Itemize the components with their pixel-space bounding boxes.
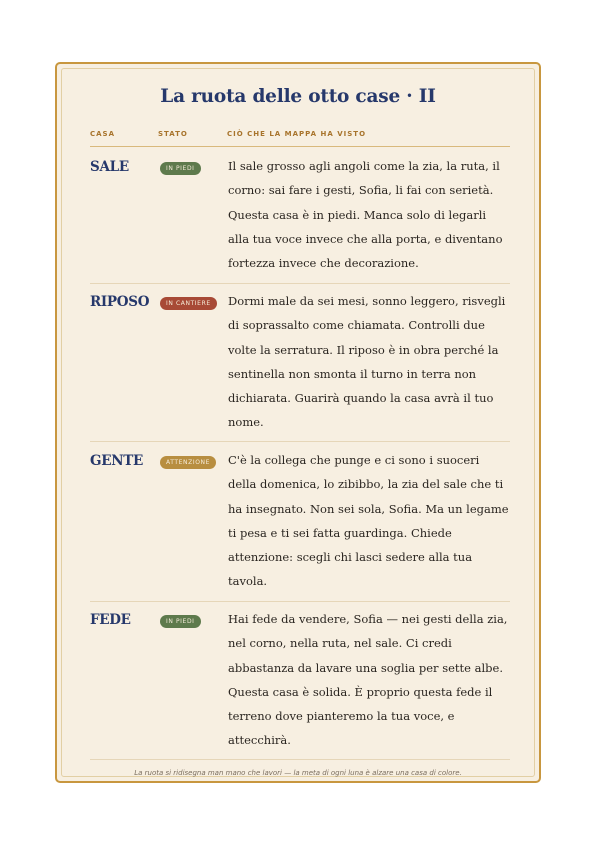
casa-name: FEDE [90, 612, 131, 628]
header-visto: CIÒ CHE LA MAPPA HA VISTO [227, 130, 367, 138]
casa-name: RIPOSO [90, 294, 150, 310]
casa-name: SALE [90, 159, 129, 175]
header-casa: CASA [90, 130, 116, 138]
row-divider [90, 441, 510, 442]
header-divider [90, 146, 510, 147]
page-title: La ruota delle otto case · II [160, 86, 436, 107]
status-badge: ATTENZIONE [160, 456, 216, 469]
casa-name: GENTE [90, 453, 143, 469]
row-divider [90, 759, 510, 760]
status-badge: IN PIEDI [160, 615, 201, 628]
header-stato: STATO [158, 130, 188, 138]
row-divider [90, 601, 510, 602]
reading-card [55, 62, 541, 783]
row-text: Dormi male da sei mesi, sonno leggero, risvegli di soprassalto come chiamata. Controlli due volte la serratura. Il riposo è in obra perché la sentinella non smonta il turno in terra non dichiarata. Guarirà quando la casa avrà il tuo nome. [228, 294, 506, 430]
row-text: Il sale grosso agli angoli come la zia, la ruta, il corno: sai fare i gesti, Sofia, li fai con serietà. Questa casa è in piedi. Manca solo di legarli alla tua voce invece che alla porta, e diventano fortezza invece che decorazione. [228, 159, 503, 271]
footer-note: La ruota si ridisegna man mano che lavori — la meta di ogni luna è alzare una casa di colore. [134, 769, 462, 777]
row-text: Hai fede da vendere, Sofia — nei gesti della zia, nel corno, nella ruta, nel sale. Ci credi abbastanza da lavare una soglia per sette albe. Questa casa è solida. È proprio questa fede il terreno dove pianteremo la tua voce, e attecchirà. [228, 612, 508, 748]
status-badge: IN CANTIERE [160, 297, 217, 310]
row-text: C'è la collega che punge e ci sono i suoceri della domenica, lo zibibbo, la zia del sale che ti ha insegnato. Non sei sola, Sofia. Ma un legame ti pesa e ti sei fatta guardinga. Chiede attenzione: scegli chi lasci sedere alla tua tavola. [228, 453, 509, 589]
status-badge: IN PIEDI [160, 162, 201, 175]
row-divider [90, 283, 510, 284]
